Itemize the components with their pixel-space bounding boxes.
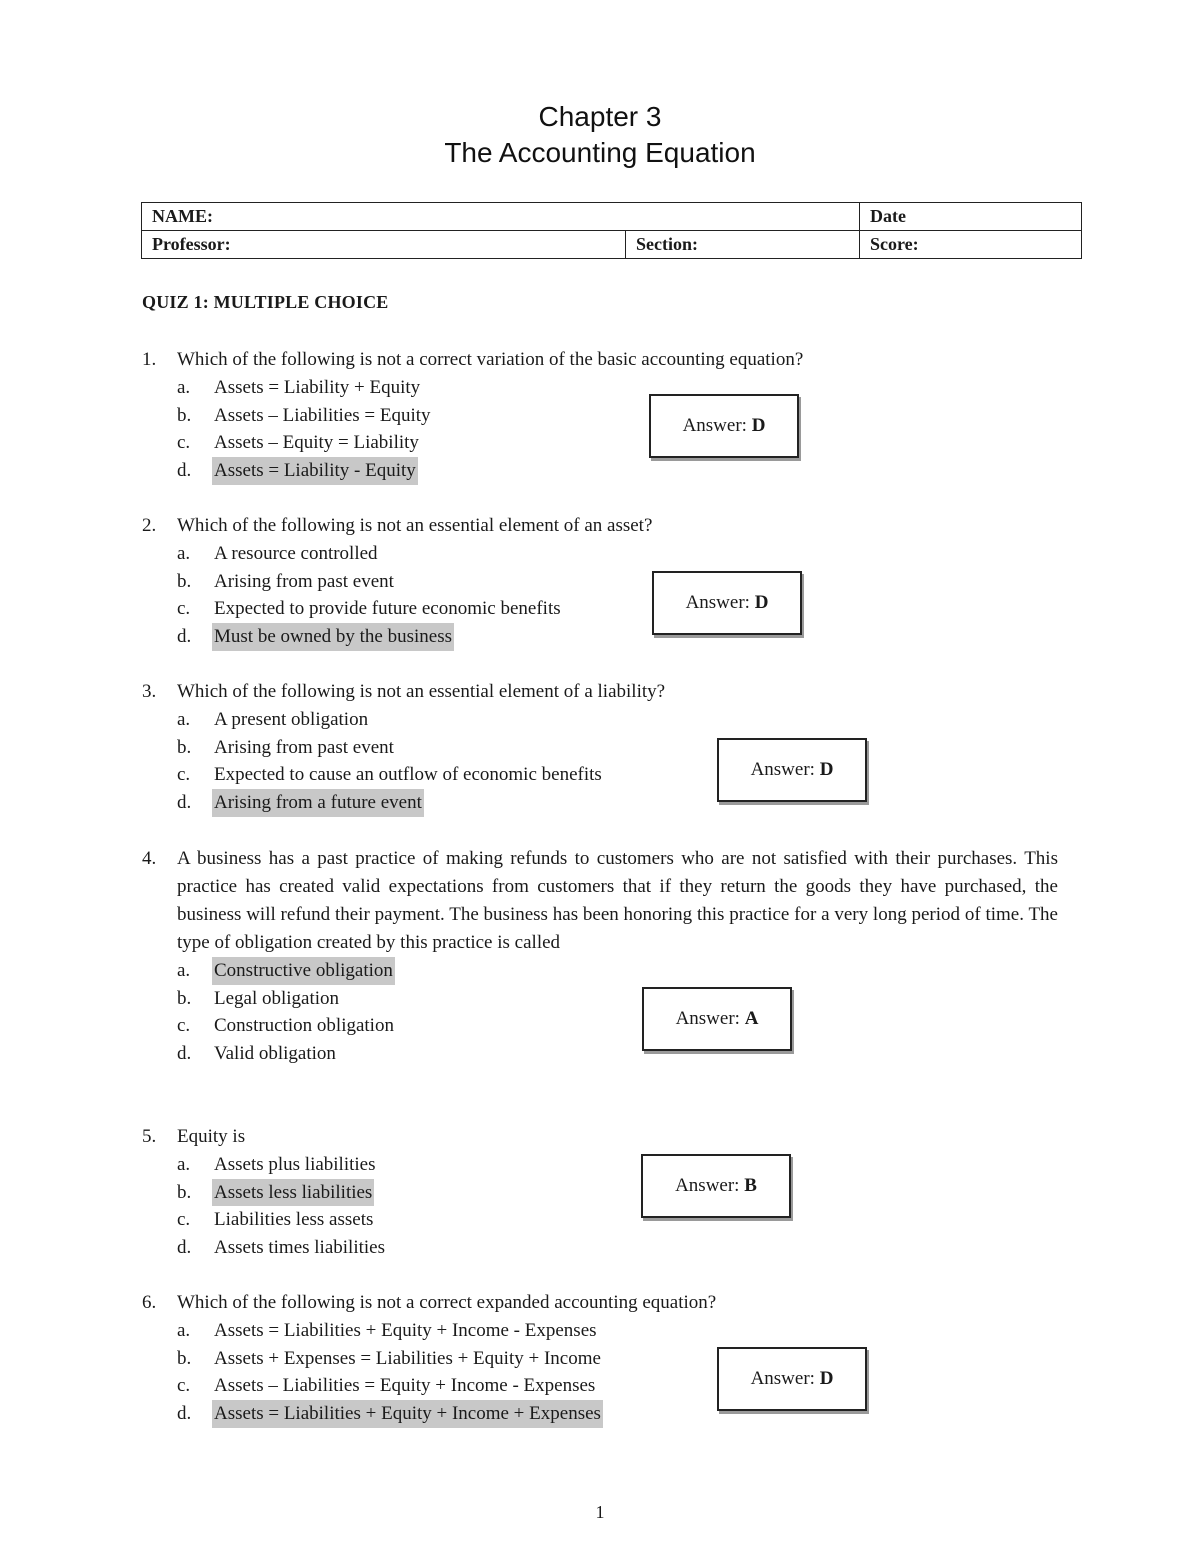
option-a [142, 540, 1058, 568]
option-letter: c. [177, 598, 191, 620]
question-number: 6. [142, 1292, 157, 1313]
answer-letter: A [744, 1008, 759, 1029]
option-letter: d. [177, 792, 192, 814]
option-text: Arising from past event [214, 736, 394, 758]
option-text: Must be owned by the business [212, 623, 454, 651]
option-letter: a. [177, 377, 191, 398]
option-c [142, 595, 1058, 623]
option-text: A present obligation [214, 709, 369, 730]
question-6 [142, 1289, 1058, 1428]
option-text: Arising from past event [214, 570, 394, 592]
option-b [142, 568, 1058, 596]
option-d-highlighted [142, 1400, 1058, 1428]
option-a [142, 374, 1058, 402]
answer-letter: D [751, 415, 766, 436]
option-letter: d. [177, 626, 192, 648]
answer-label: Answer: [750, 759, 815, 780]
option-letter: a. [177, 1320, 191, 1341]
option-text: Assets – Equity = Liability [214, 432, 419, 454]
section-field: Section: [626, 231, 860, 259]
option-letter: a. [177, 1154, 191, 1175]
option-letter: b. [177, 736, 192, 758]
option-letter: b. [177, 404, 192, 426]
question-number: 2. [142, 515, 157, 536]
question-5 [142, 1123, 1058, 1262]
answer-label: Answer: [675, 1008, 740, 1029]
option-text: Assets – Liabilities = Equity [214, 404, 431, 426]
option-text: Legal obligation [214, 987, 340, 1009]
option-letter: b. [177, 987, 192, 1009]
option-text: Expected to provide future economic benefits [214, 598, 561, 620]
option-letter: d. [177, 1237, 192, 1259]
question-number: 1. [142, 349, 157, 370]
answer-letter: D [819, 759, 834, 780]
option-a [142, 1317, 1058, 1345]
option-d-highlighted [142, 789, 1058, 817]
option-text: Liabilities less assets [214, 1209, 374, 1231]
option-d [142, 1234, 1058, 1262]
option-text: Valid obligation [214, 1043, 336, 1065]
question-text: Equity is [177, 1126, 246, 1147]
question-stem [142, 845, 1058, 957]
option-list [142, 540, 1058, 651]
option-letter: a. [177, 543, 191, 564]
option-letter: c. [177, 1209, 191, 1231]
question-1 [142, 346, 1058, 485]
option-d [142, 1040, 1058, 1068]
question-stem [142, 512, 1058, 540]
question-text: Which of the following is not an essential element of a liability? [177, 681, 666, 702]
option-letter: d. [177, 460, 192, 482]
option-letter: a. [177, 960, 191, 981]
option-list [142, 1317, 1058, 1428]
date-field: Date [860, 203, 1082, 231]
option-d-highlighted [142, 457, 1058, 485]
option-a [142, 706, 1058, 734]
question-number: 5. [142, 1126, 157, 1147]
option-a-highlighted [142, 957, 1058, 985]
option-list [142, 957, 1058, 1068]
option-b [142, 985, 1058, 1013]
answer-letter: D [819, 1368, 834, 1389]
answer-box [717, 1347, 867, 1411]
page-number: 1 [595, 1502, 605, 1522]
option-letter: b. [177, 1347, 192, 1369]
option-text: Assets + Expenses = Liabilities + Equity + Income [214, 1347, 601, 1369]
option-text: Assets plus liabilities [214, 1154, 376, 1175]
option-letter: d. [177, 1043, 192, 1065]
answer-box [642, 987, 792, 1051]
name-field: NAME: [142, 203, 860, 231]
question-3 [142, 678, 1058, 817]
chapter-title: The Accounting Equation [444, 137, 756, 168]
professor-field: Professor: [142, 231, 626, 259]
option-text: Assets = Liabilities + Equity + Income + Expenses [212, 1400, 603, 1428]
question-stem [142, 678, 1058, 706]
answer-label: Answer: [685, 592, 750, 613]
option-text: A resource controlled [214, 543, 378, 564]
option-c [142, 1012, 1058, 1040]
answer-box [649, 394, 799, 458]
option-text: Assets times liabilities [214, 1237, 385, 1259]
option-text: Assets less liabilities [212, 1179, 374, 1207]
student-info-table [141, 202, 1082, 259]
question-stem [142, 346, 1058, 374]
quiz-heading: QUIZ 1: MULTIPLE CHOICE [142, 292, 389, 312]
option-list [142, 706, 1058, 817]
answer-label: Answer: [682, 415, 747, 436]
option-b [142, 734, 1058, 762]
chapter-number: Chapter 3 [538, 101, 662, 132]
option-text: Arising from a future event [212, 789, 424, 817]
option-letter: d. [177, 1403, 192, 1425]
option-b [142, 402, 1058, 430]
question-stem [142, 1289, 1058, 1317]
option-text: Assets = Liabilities + Equity + Income - Expenses [214, 1320, 597, 1341]
option-text: Assets = Liability + Equity [214, 377, 421, 398]
option-c [142, 1206, 1058, 1234]
option-letter: a. [177, 709, 191, 730]
answer-box [652, 571, 802, 635]
question-number: 4. [142, 848, 157, 869]
option-a [142, 1151, 1058, 1179]
question-text: Which of the following is not a correct expanded accounting equation? [177, 1292, 717, 1313]
question-text: Which of the following is not a correct variation of the basic accounting equation? [177, 349, 804, 370]
option-text: Expected to cause an outflow of economic benefits [214, 764, 602, 786]
score-field: Score: [860, 231, 1082, 259]
option-list [142, 374, 1058, 485]
option-letter: c. [177, 1375, 191, 1397]
option-text: Construction obligation [214, 1015, 394, 1037]
question-2 [142, 512, 1058, 651]
option-c [142, 761, 1058, 789]
option-text: Constructive obligation [212, 957, 395, 985]
option-letter: c. [177, 764, 191, 786]
question-text: A business has a past practice of making refunds to customers who are not satisfied with their purchases. This practice has created valid expectations from customers that if they return the goods they have purchased, the business will refund their payment. The business has been honoring this practice for a very long period of time. The type of obligation created by this practice is called [177, 848, 1058, 953]
question-4 [142, 845, 1058, 1068]
question-text: Which of the following is not an essential element of an asset? [177, 515, 653, 536]
option-d-highlighted [142, 623, 1058, 651]
answer-label: Answer: [750, 1368, 815, 1389]
option-letter: c. [177, 432, 191, 454]
answer-letter: B [744, 1175, 757, 1196]
answer-box [717, 738, 867, 802]
question-number: 3. [142, 681, 157, 702]
option-b-highlighted [142, 1179, 1058, 1207]
answer-box [641, 1154, 791, 1218]
option-c [142, 429, 1058, 457]
option-letter: b. [177, 1181, 192, 1203]
answer-letter: D [754, 592, 769, 613]
option-b [142, 1345, 1058, 1373]
option-text: Assets = Liability - Equity [212, 457, 418, 485]
answer-label: Answer: [675, 1175, 740, 1196]
question-stem [142, 1123, 1058, 1151]
option-letter: b. [177, 570, 192, 592]
option-c [142, 1372, 1058, 1400]
option-letter: c. [177, 1015, 191, 1037]
option-list [142, 1151, 1058, 1262]
option-text: Assets – Liabilities = Equity + Income - Expenses [214, 1375, 596, 1397]
